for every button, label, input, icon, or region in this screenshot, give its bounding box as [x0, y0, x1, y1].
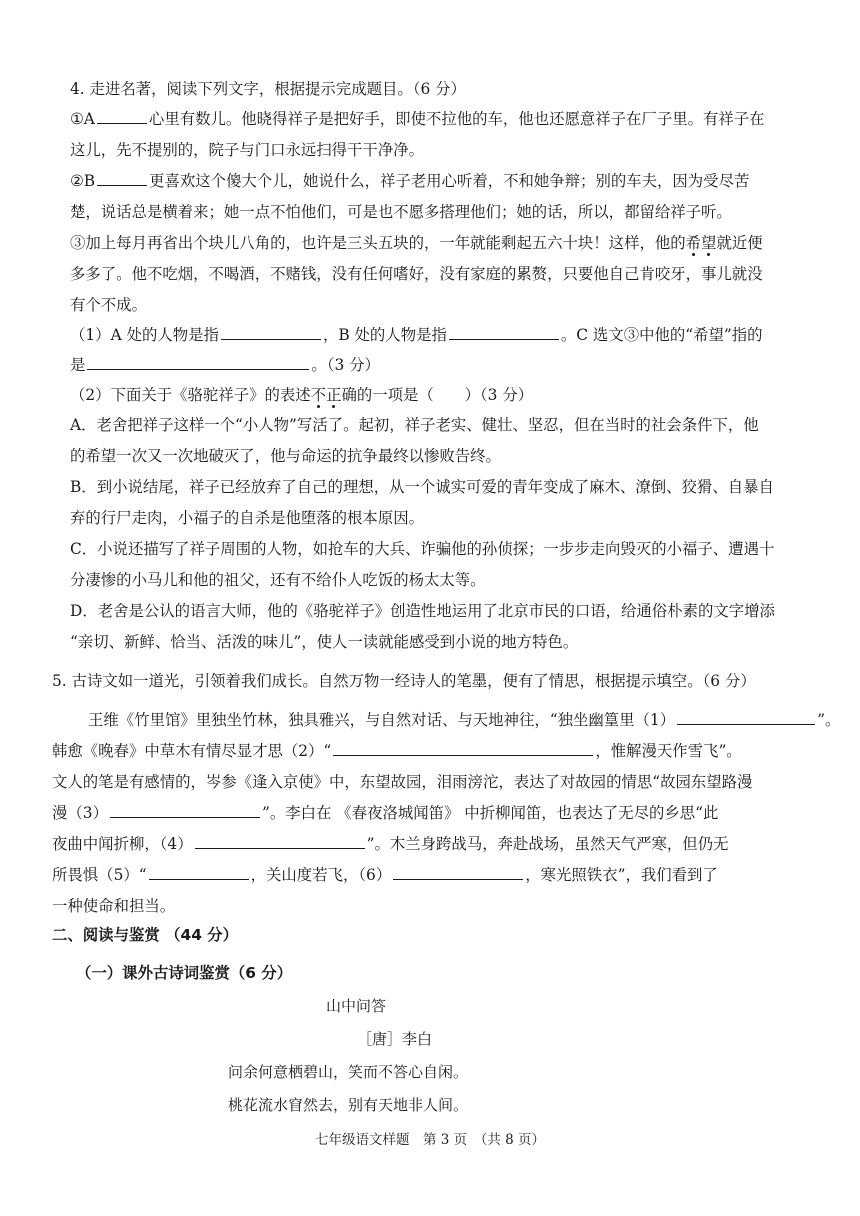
q4-passage-3: ③加上每月再省出个块儿八角的，也许是三头五块的，一年就能剩起五六十块！这样，他的希望就近便	[70, 234, 763, 252]
section-2-sub-heading: （一）课外古诗词鉴赏（6 分）	[76, 964, 293, 982]
poem-author: ［唐］李白	[357, 1030, 433, 1048]
q5-line5: 夜曲中闻折柳，（4） ”。木兰身跨战马，奔赴战场，虽然天气严寒，但仍无	[52, 835, 729, 853]
q4-option-d-line2: “亲切、新鲜、恰当、活泼的味儿”，使人一读就能感受到小说的地方特色。	[70, 633, 579, 651]
blank-a[interactable]	[97, 108, 147, 124]
q5-line3: 文人的笔是有感情的，岑参《逢入京使》中，东望故园，泪雨滂沱，表达了对故园的情思“故园东望路漫	[52, 773, 753, 791]
q4-passage-1: ①A 心里有数儿。他晓得祥子是把好手，即使不拉他的车，他也还愿意祥子在厂子里。有祥子在	[70, 110, 765, 128]
poem-line-2: 桃花流水窅然去，别有天地非人间。	[228, 1096, 469, 1114]
poem-blank-3[interactable]	[110, 802, 260, 818]
section-2-heading: 二、阅读与鉴赏 （44 分）	[52, 926, 239, 944]
poem-title: 山中问答	[326, 997, 387, 1015]
q4-passage-2: ②B 更喜欢这个傻大个儿，她说什么，祥子老用心听着，不和她争辩；别的车夫，因为受尽苦	[70, 172, 750, 190]
q4-passage-3-line3: 有个不成。	[70, 296, 147, 314]
q4-sub2: （2）下面关于《骆驼祥子》的表述不正确的一项是（ ）（3 分）	[70, 386, 534, 404]
q4-heading: 4. 走进名著，阅读下列文字，根据提示完成题目。（6 分）	[70, 80, 466, 98]
q4-passage-2-line2: 楚，说话总是横着来；她一点不怕他们，可是也不愿多搭理他们；她的话，所以，都留给祥子听。	[70, 203, 732, 221]
q5-heading: 5. 古诗文如一道光，引领着我们成长。自然万物一经诗人的笔墨，便有了情思，根据提示填空。（6 分）	[52, 672, 756, 690]
q5-line4: 漫（3） ”。李白在 《春夜洛城闻笛》 中折柳闻笛，也表达了无尽的乡思“此	[52, 804, 719, 822]
q5-line7: 一种使命和担当。	[52, 897, 176, 915]
q4-option-c: C．小说还描写了祥子周围的人物，如抢车的大兵、诈骗他的孙侦探；一步步走向毁灭的小福子、遭遇十	[70, 540, 775, 558]
poem-blank-5[interactable]	[149, 864, 249, 880]
q5-line6: 所畏惧（5）“ ，关山度若飞，（6） ，寒光照铁衣”，我们看到了	[52, 866, 718, 884]
poem-blank-4[interactable]	[195, 833, 365, 849]
q4-option-d: D．老舍是公认的语言大师，他的《骆驼祥子》创造性地运用了北京市民的口语，给通俗朴素的文字增添	[70, 602, 775, 620]
q4-passage-3-line2: 多多了。他不吃烟，不喝酒，不赌钱，没有任何嗜好，没有家庭的累赘，只要他自己肯咬牙，事儿就没	[70, 265, 763, 283]
answer-blank-c[interactable]	[87, 354, 309, 370]
q4-option-a-line2: 的希望一次又一次地破灭了，他与命运的抗争最终以惨败告终。	[70, 447, 501, 465]
q5-line2: 韩愈《晚春》中草木有情尽显才思（2）“ ，惟解漫天作雪飞”。	[52, 742, 742, 760]
q4-option-b-line2: 弃的行尸走肉，小福子的自杀是他堕落的根本原因。	[70, 509, 424, 527]
page-footer: 七年级语文样题 第 3 页 （共 8 页）	[314, 1132, 546, 1148]
poem-line-1: 问余何意栖碧山，笑而不答心自闲。	[228, 1063, 469, 1081]
poem-blank-1[interactable]	[677, 709, 815, 725]
q4-option-a: A．老舍把祥子这样一个“小人物”写活了。起初，祥子老实、健壮、坚忍，但在当时的社会条件下，他	[70, 416, 759, 434]
answer-blank-b[interactable]	[449, 324, 559, 340]
q4-option-b: B．到小说结尾，祥子已经放弃了自己的理想，从一个诚实可爱的青年变成了麻木、潦倒、狡猾、自暴自	[70, 478, 774, 496]
poem-blank-6[interactable]	[393, 864, 523, 880]
q4-sub1-line2: 是 。（3 分）	[70, 356, 380, 374]
answer-blank-a[interactable]	[221, 324, 321, 340]
q4-passage-1-line2: 这儿，先不提别的，院子与门口永远扫得干干净净。	[70, 141, 424, 159]
q4-option-c-line2: 分凄惨的小马儿和他的祖父，还有不给仆人吃饭的杨太太等。	[70, 571, 486, 589]
q4-sub1: （1）A 处的人物是指 ，B 处的人物是指 。C 选文③中他的“希望”指的	[70, 326, 763, 344]
q5-line1: 王维《竹里馆》里独坐竹林，独具雅兴，与自然对话、与天地神往，“独坐幽篁里（1） ”。	[88, 711, 841, 729]
blank-b[interactable]	[97, 170, 147, 186]
poem-blank-2[interactable]	[333, 740, 593, 756]
